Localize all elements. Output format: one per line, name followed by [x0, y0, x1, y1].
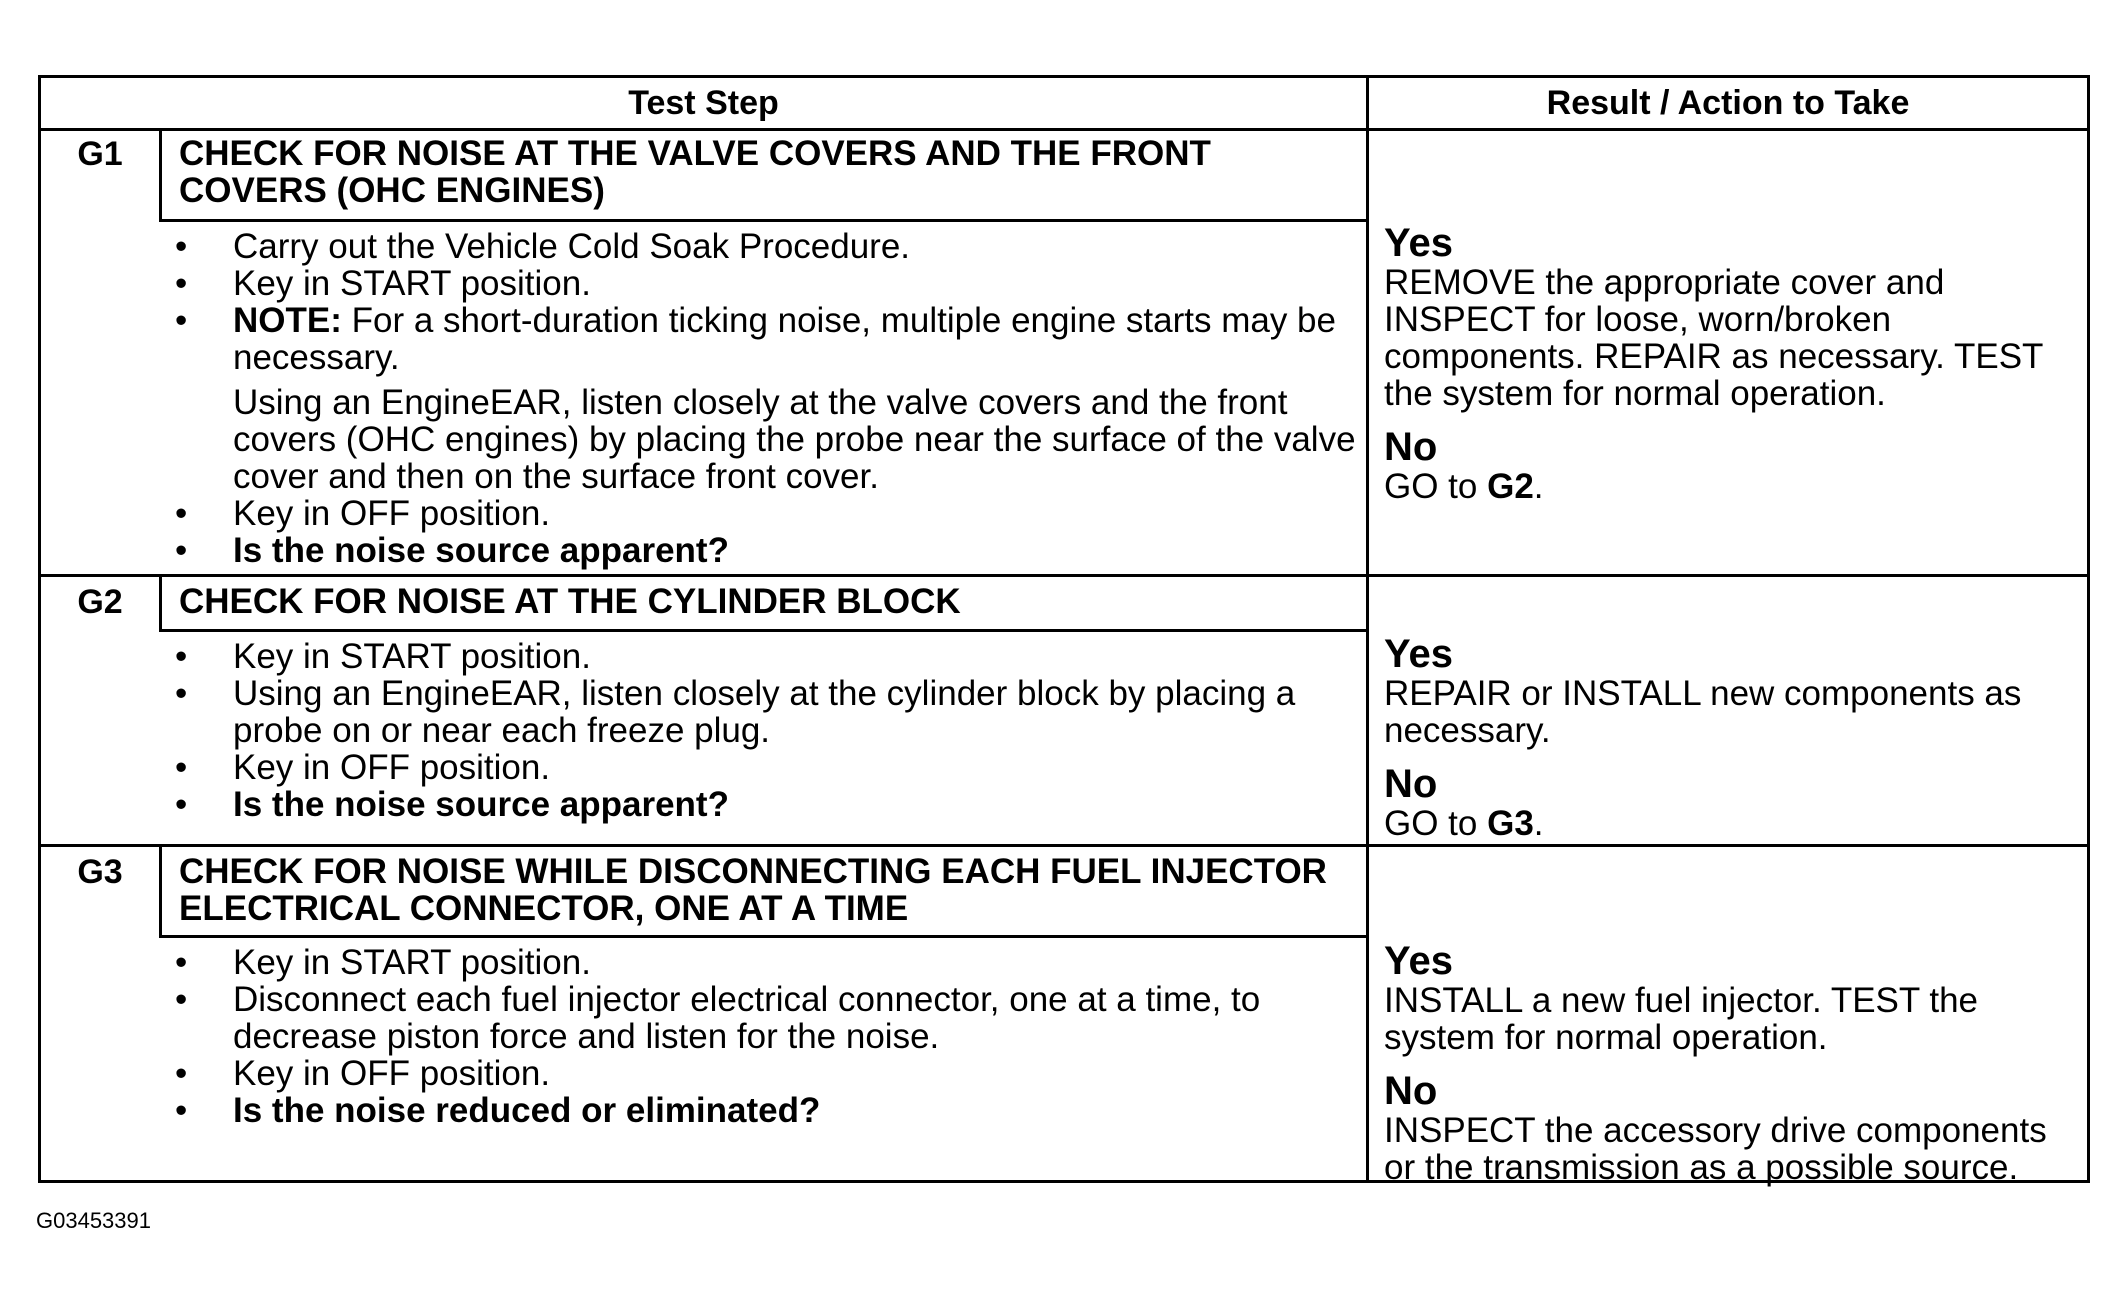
- instruction-item: • Key in OFF position.: [175, 494, 551, 533]
- instruction-item: • Is the noise reduced or eliminated?: [175, 1091, 821, 1130]
- step-title: CHECK FOR NOISE AT THE CYLINDER BLOCK: [179, 582, 961, 621]
- instruction-text: Using an EngineEAR, listen closely at the valve covers and the front covers (OHC engines) by placing the probe near the surface of the valve cover and then on the surface front cover.: [233, 383, 1356, 496]
- yes-action: REMOVE the appropriate cover and INSPECT for loose, worn/broken components. REPAIR as necessary. TEST the system for normal operation.: [1384, 263, 2043, 413]
- no-action: GO to G3.: [1384, 804, 1544, 843]
- note-label: NOTE:: [233, 301, 342, 340]
- no-label: No: [1384, 1069, 1438, 1113]
- step-id: G1: [77, 135, 123, 173]
- step-title: CHECK FOR NOISE WHILE DISCONNECTING EACH FUEL INJECTOR ELECTRICAL CONNECTOR, ONE AT A TIME: [179, 852, 1327, 928]
- instruction-item: • Carry out the Vehicle Cold Soak Procedure.: [175, 227, 911, 266]
- no-label: No: [1384, 425, 1438, 469]
- instruction-question: Is the noise reduced or eliminated?: [233, 1091, 821, 1130]
- no-action: INSPECT the accessory drive components or the transmission as a possible source.: [1384, 1111, 2047, 1187]
- instruction-text: For a short-duration ticking noise, multiple engine starts may be necessary.: [233, 301, 1336, 377]
- instruction-text: Key in START position.: [233, 943, 591, 982]
- instruction-item: • Is the noise source apparent?: [175, 785, 729, 824]
- step-title-divider: [159, 219, 1366, 222]
- id-column-divider: [159, 577, 162, 629]
- step-id: G3: [77, 853, 123, 891]
- yes-label: Yes: [1384, 221, 1453, 265]
- header-result: Result / Action to Take: [1546, 84, 1910, 122]
- instruction-text: Key in START position.: [233, 637, 591, 676]
- step-id: G2: [77, 583, 123, 621]
- instruction-item: • Key in OFF position.: [175, 1054, 551, 1093]
- figure-id: G03453391: [36, 1208, 151, 1233]
- no-action: GO to G2.: [1384, 467, 1544, 506]
- id-column-divider: [159, 131, 162, 219]
- step-divider: [41, 844, 2087, 847]
- diagnostic-table: [38, 75, 2090, 1187]
- instruction-item: • Key in START position.: [175, 264, 591, 303]
- instruction-item: • Key in OFF position.: [175, 748, 551, 787]
- instruction-text: Key in OFF position.: [233, 748, 551, 787]
- instruction-text: Disconnect each fuel injector electrical connector, one at a time, to decrease piston force and listen for the noise.: [233, 980, 1261, 1056]
- header-divider: [41, 128, 2087, 131]
- instruction-item: • Using an EngineEAR, listen closely at the cylinder block by placing a probe on or near each freeze plug.: [175, 674, 1296, 750]
- step-instructions: [161, 944, 1361, 1129]
- instruction-item: • Is the noise source apparent?: [175, 531, 729, 570]
- no-label: No: [1384, 762, 1438, 806]
- instruction-item: • Disconnect each fuel injector electrical connector, one at a time, to decrease piston force and listen for the noise.: [175, 980, 1261, 1056]
- step-instructions: [161, 638, 1361, 823]
- instruction-text: Using an EngineEAR, listen closely at the cylinder block by placing a probe on or near each freeze plug.: [233, 674, 1296, 750]
- step-result: [1384, 940, 2084, 1186]
- step-title-divider: [159, 629, 1366, 632]
- instruction-paragraph: [161, 384, 1361, 495]
- step-result: [1384, 222, 2084, 505]
- yes-action: REPAIR or INSTALL new components as necessary.: [1384, 674, 2022, 750]
- yes-action: INSTALL a new fuel injector. TEST the system for normal operation.: [1384, 981, 1979, 1057]
- column-divider: [1366, 78, 1369, 1180]
- instruction-question: Is the noise source apparent?: [233, 785, 729, 824]
- instruction-question: Is the noise source apparent?: [233, 531, 729, 570]
- instruction-item: • NOTE: For a short-duration ticking noise, multiple engine starts may be necessary.: [175, 301, 1336, 377]
- instruction-text: Key in OFF position.: [233, 1054, 551, 1093]
- instruction-item: • Key in START position.: [175, 637, 591, 676]
- yes-label: Yes: [1384, 939, 1453, 983]
- instruction-text: Key in START position.: [233, 264, 591, 303]
- step-result: [1384, 633, 2084, 842]
- instruction-text: Key in OFF position.: [233, 494, 551, 533]
- header-test-step: Test Step: [628, 84, 779, 122]
- instruction-text: Carry out the Vehicle Cold Soak Procedure.: [233, 227, 911, 266]
- step-title: CHECK FOR NOISE AT THE VALVE COVERS AND THE FRONT COVERS (OHC ENGINES): [179, 134, 1211, 210]
- yes-label: Yes: [1384, 632, 1453, 676]
- step-title-divider: [159, 935, 1366, 938]
- step-divider: [41, 574, 2087, 577]
- id-column-divider: [159, 847, 162, 935]
- instruction-item: • Key in START position.: [175, 943, 591, 982]
- step-instructions: [161, 228, 1361, 569]
